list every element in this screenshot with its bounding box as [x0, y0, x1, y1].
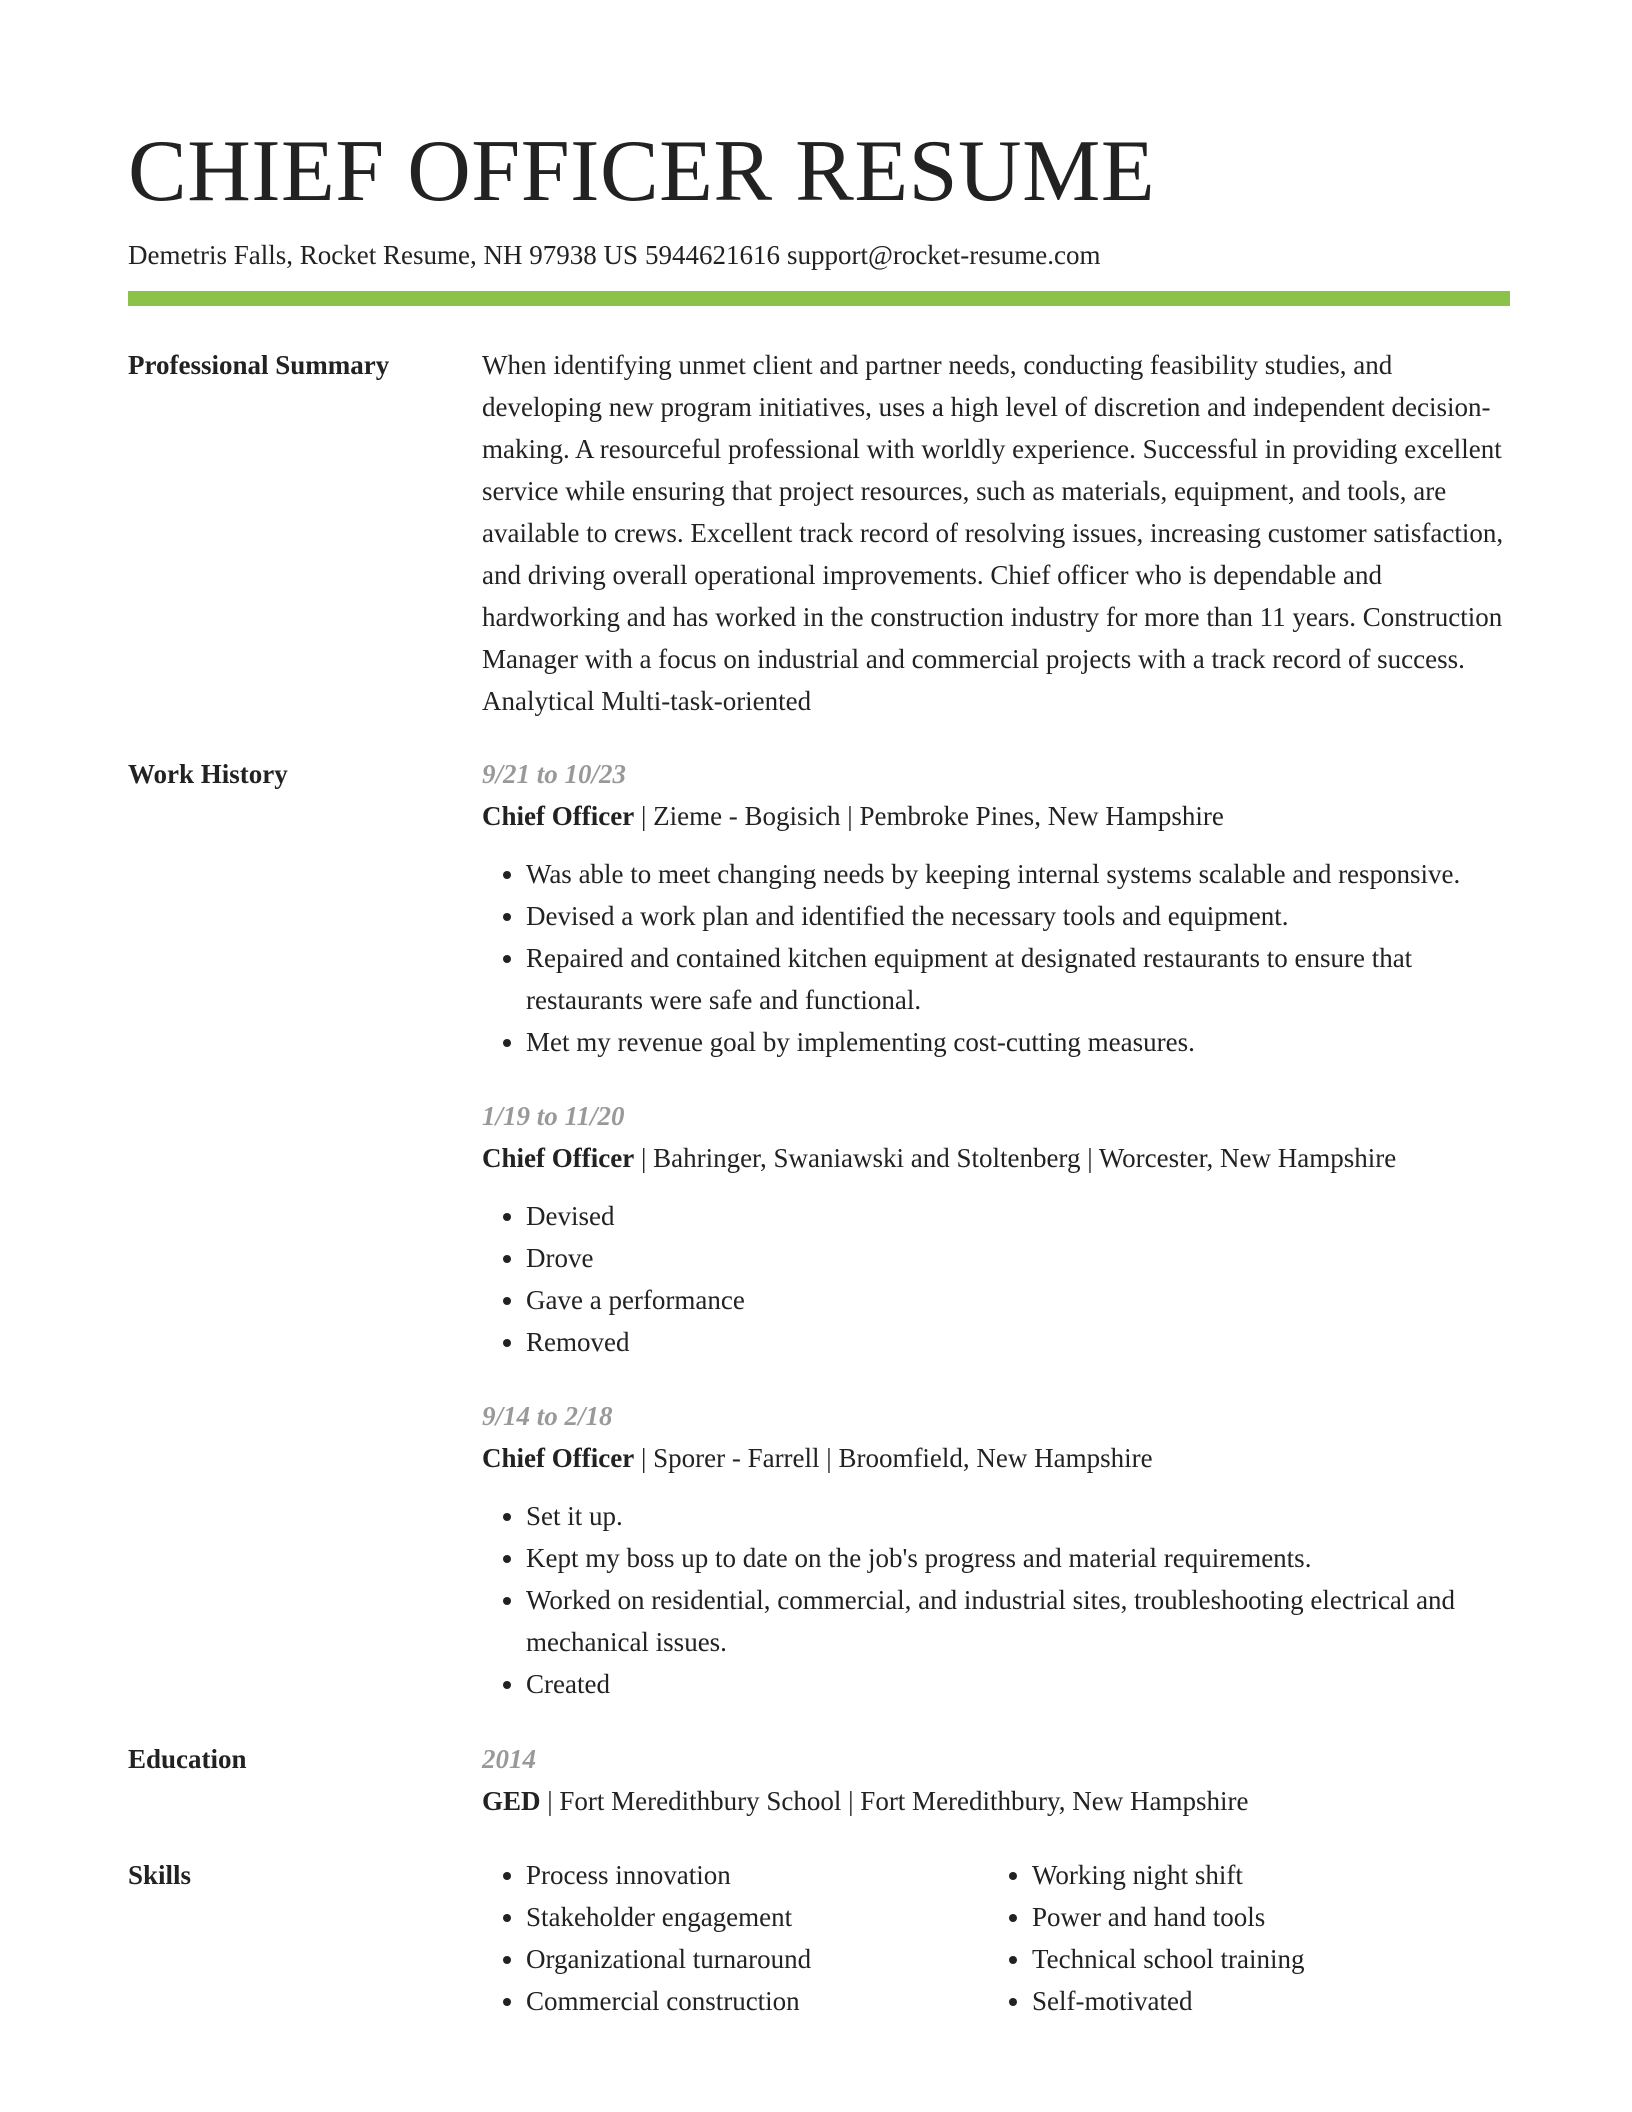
skill-item: • Power and hand tools: [1032, 1896, 1452, 1938]
contact-phone: 5944621616: [644, 240, 780, 270]
job-dates: 1/19 to 11/20: [482, 1101, 625, 1131]
job-entry: [482, 1095, 1510, 1363]
summary-text: When identifying unmet client and partner needs, conducting feasibility studies, and developing new program initiatives, uses a high level of discretion and independent decision-making. A resourceful professional with worldly experience. Successful in providing excellent service while ensuring that project resources, such as materials, equipment, and tools, are available to crews. Excellent track record of resolving issues, increasing customer satisfaction, and driving overall operational improvements. Chief officer who is dependable and hardworking and has worked in the construction industry for more than 11 years. Construction Manager with a focus on industrial and commercial projects with a track record of success. Analytical Multi-task-oriented: [482, 350, 1504, 716]
job-bullet: • Met my revenue goal by implementing cost-cutting measures.: [526, 1021, 1510, 1063]
skill-item: • Stakeholder engagement: [526, 1896, 988, 1938]
summary-body: [482, 344, 1510, 722]
skill-item: • Process innovation: [526, 1854, 988, 1896]
job-bullets: [482, 1195, 1510, 1363]
job-bullet: • Created: [526, 1663, 1510, 1705]
skills-grid: [482, 1854, 1510, 2022]
job-bullet: • Drove: [526, 1237, 1510, 1279]
skills-list-left: [482, 1854, 988, 2022]
job-details: | Sporer - Farrell | Broomfield, New Hampshire: [634, 1443, 1153, 1473]
job-dates: 9/21 to 10/23: [482, 759, 627, 789]
contact-email: support@rocket-resume.com: [786, 240, 1101, 270]
section-label-education: Education: [128, 1744, 247, 1774]
job-bullet: • Gave a performance: [526, 1279, 1510, 1321]
job-bullet: • Worked on residential, commercial, and industrial sites, troubleshooting electrical and mechanical issues.: [526, 1579, 1510, 1663]
job-details: | Bahringer, Swaniawski and Stoltenberg | Worcester, New Hampshire: [634, 1143, 1397, 1173]
job-dates: 9/14 to 2/18: [482, 1401, 613, 1431]
skill-item: • Organizational turnaround: [526, 1938, 988, 1980]
contact-line: [128, 240, 1510, 271]
job-bullet: • Removed: [526, 1321, 1510, 1363]
skills-list-right: [988, 1854, 1452, 2022]
education-details: | Fort Meredithbury School | Fort Meredithbury, New Hampshire: [540, 1786, 1249, 1816]
job-role-line: [482, 1437, 1510, 1479]
work-history-section: [128, 753, 1510, 1705]
job-role-line: [482, 1137, 1510, 1179]
education-section: [128, 1738, 1510, 1822]
job-entry: [482, 753, 1510, 1063]
job-bullets: [482, 1495, 1510, 1705]
section-label-work-history: Work History: [128, 759, 288, 789]
education-degree: GED: [482, 1786, 541, 1816]
job-bullet: • Devised a work plan and identified the necessary tools and equipment.: [526, 895, 1510, 937]
education-line: [482, 1780, 1510, 1822]
job-title: Chief Officer: [482, 801, 635, 831]
contact-address: Demetris Falls, Rocket Resume, NH 97938 US: [128, 240, 638, 270]
job-title: Chief Officer: [482, 1143, 635, 1173]
job-bullet: • Kept my boss up to date on the job's progress and material requirements.: [526, 1537, 1510, 1579]
work-history-body: [482, 753, 1510, 1705]
section-label-summary: Professional Summary: [128, 350, 390, 380]
job-bullet: • Set it up.: [526, 1495, 1510, 1537]
job-bullets: [482, 853, 1510, 1063]
resume-page: [128, 0, 1510, 2022]
skill-item: • Technical school training: [1032, 1938, 1452, 1980]
job-role-line: [482, 795, 1510, 837]
education-body: [482, 1738, 1510, 1822]
job-bullet: • Was able to meet changing needs by keeping internal systems scalable and responsive.: [526, 853, 1510, 895]
skill-item: • Self-motivated: [1032, 1980, 1452, 2022]
skills-body: [482, 1854, 1510, 2022]
skill-item: • Working night shift: [1032, 1854, 1452, 1896]
job-entry: [482, 1395, 1510, 1705]
education-year: 2014: [482, 1744, 536, 1774]
job-bullet: • Repaired and contained kitchen equipment at designated restaurants to ensure that restaurants were safe and functional.: [526, 937, 1510, 1021]
skill-item: • Commercial construction: [526, 1980, 988, 2022]
accent-divider: [128, 291, 1510, 306]
summary-section: [128, 344, 1510, 722]
job-bullet: • Devised: [526, 1195, 1510, 1237]
resume-title: CHIEF OFFICER RESUME: [128, 123, 1156, 220]
section-label-skills: Skills: [128, 1860, 192, 1890]
job-title: Chief Officer: [482, 1443, 635, 1473]
skills-section: [128, 1854, 1510, 2022]
job-details: | Zieme - Bogisich | Pembroke Pines, New Hampshire: [634, 801, 1224, 831]
